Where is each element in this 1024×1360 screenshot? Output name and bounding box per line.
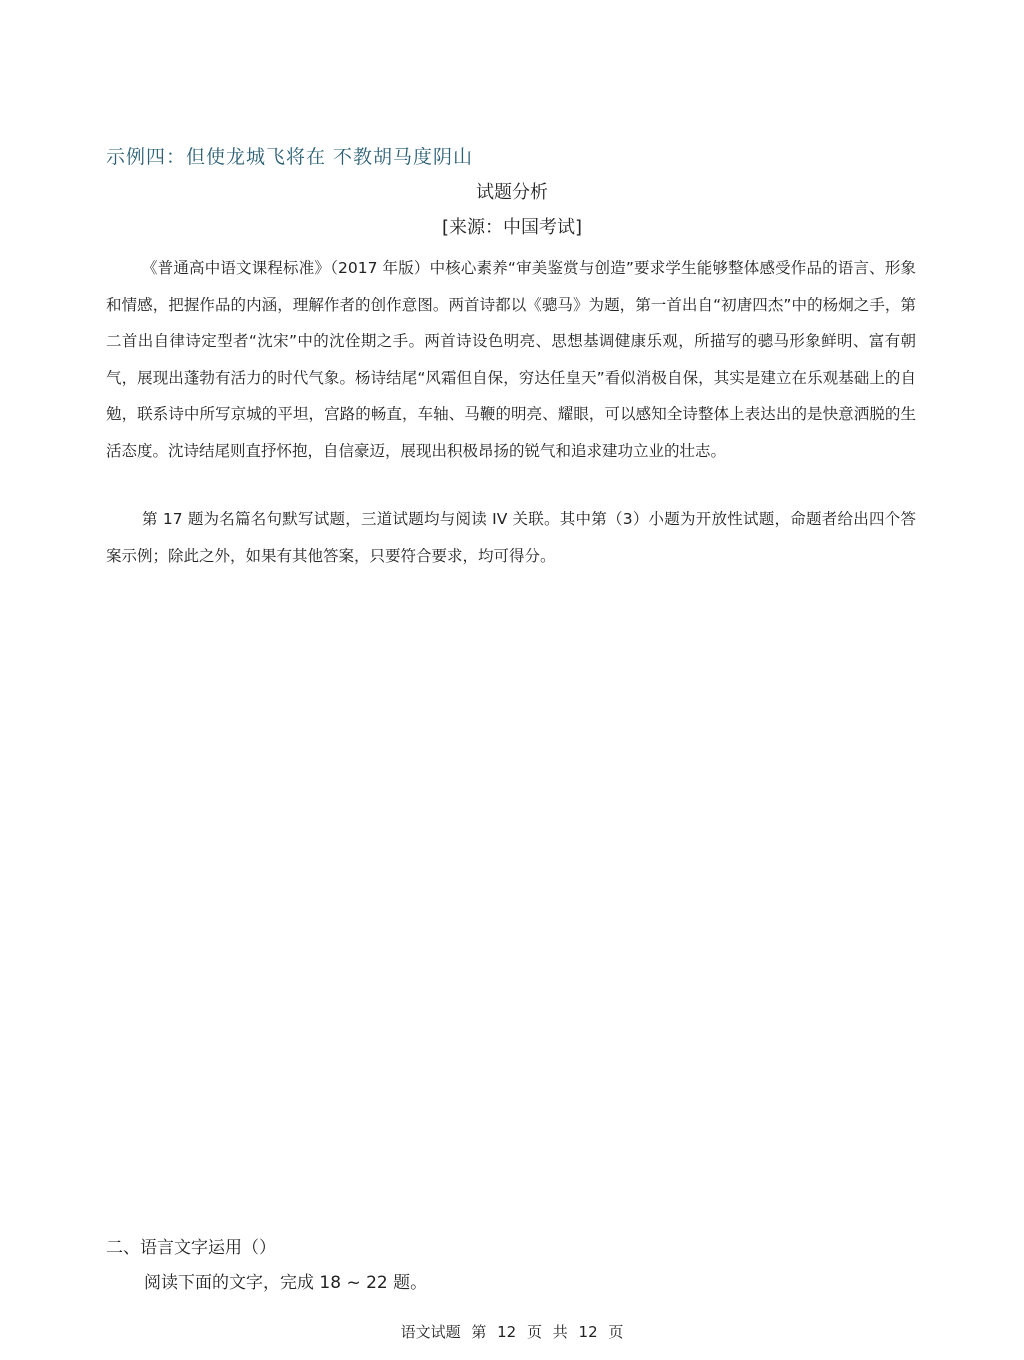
section-heading: 二、语言文字运用（） [106,1238,276,1258]
source-note: [来源：中国考试] [441,217,583,238]
analysis-title: 试题分析 [476,182,548,203]
section-instruction: 阅读下面的文字，完成 18 ~ 22 题。 [144,1273,428,1293]
example-heading: 示例四：但使龙城飞将在 不教胡马度阴山 [106,146,474,168]
analysis-paragraph: 《普通高中语文课程标准》（2017 年版）中核心素养“审美鉴赏与创造”要求学生能够整体感受作品的语言、形象和情感，把握作品的内涵，理解作者的创作意图。两首诗都以《骢马》为题，第一首出自“初唐四杰”中的杨炯之手，第二首出自律诗定型者“沈宋”中的沈佺期之手。两首诗设色明亮、思想基调健康乐观，所描写的骢马形象鲜明、富有朝气，展现出蓬勃有活力的时代气象。杨诗结尾“风霜但自保，穷达任皇天”看似消极自保，其实是建立在乐观基础上的自勉，联系诗中所写京城的平坦，宫路的畅直，车轴、马鞭的明亮、耀眼，可以感知全诗整体上表达出的是快意洒脱的生活态度。沈诗结尾则直抒怀抱，自信豪迈，展现出积极昂扬的锐气和追求建功立业的壮志。 [106,259,916,460]
page-footer: 语文试题 第 12 页 共 12 页 [400,1323,624,1341]
analysis-paragraph: 第 17 题为名篇名句默写试题，三道试题均与阅读 IV 关联。其中第（3）小题为开放性试题，命题者给出四个答案示例；除此之外，如果有其他答案，只要符合要求，均可得分。 [106,510,916,565]
